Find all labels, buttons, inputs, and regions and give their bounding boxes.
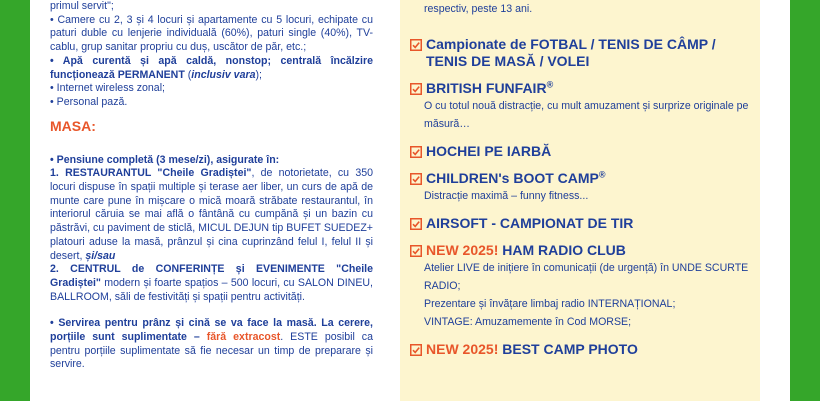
checkbox-icon: [410, 245, 422, 257]
activity-item: [410, 80, 755, 133]
activity-item: [410, 215, 755, 232]
activity-item: [410, 170, 755, 205]
paragraph-servire: • Servirea pentru prânz și cină se va face la masă. La cerere, porțiile sunt suplimentate – fără extracost. ESTE posibil ca pentru porțiile suplimentate să fie necesar un timp de preparare și servire.: [50, 317, 373, 371]
activity-desc: VINTAGE: Amuzamemente în Cod MORSE;: [424, 316, 632, 328]
page: [30, 0, 790, 401]
checkbox-icon: [410, 39, 422, 51]
text-line: respectiv, peste 13 ani.: [424, 3, 533, 15]
paragraph-centru: 2. CENTRUL de CONFERINȚE și EVENIMENTE "Cheile Gradiștei" modern și foarte spațios – 500 locuri, cu SALON DINEU, BALLROOM, săli de festivități și spații pentru activități.: [50, 263, 373, 303]
activity-title: BRITISH FUNFAIR®: [426, 79, 554, 96]
left-column: [50, 0, 373, 372]
text-line: • Personal pază.: [50, 95, 128, 108]
text-line: primul servit";: [50, 0, 114, 12]
activity-item: [410, 341, 755, 358]
activity-title: CHILDREN's BOOT CAMP®: [426, 169, 606, 186]
section-title-masa: MASA:: [50, 117, 96, 134]
checkbox-icon: [410, 218, 422, 230]
checkbox-icon: [410, 83, 422, 95]
activity-desc: O cu totul nouă distracție, cu mult amuzament și surprize originale pe măsură…: [424, 100, 749, 130]
activity-desc: Atelier LIVE de inițiere în comunicații (de urgență) în UNDE SCURTE RADIO;: [424, 262, 749, 292]
text-line: • Camere cu 2, 3 și 4 locuri și apartamente cu 5 locuri, echipate cu paturi duble cu lenjerie individuală (60%), paturi single (40%), TV-cablu, grup sanitar propriu cu duș, uscător de păr, etc.;: [50, 13, 373, 54]
activities-panel: [400, 0, 760, 401]
activity-title: NEW 2025! HAM RADIO CLUB: [426, 242, 626, 258]
activity-desc: Distracție maximă – funny fitness...: [424, 190, 589, 202]
checkbox-icon: [410, 344, 422, 356]
activity-title: AIRSOFT - CAMPIONAT DE TIR: [426, 215, 634, 231]
activity-item: [410, 143, 755, 160]
text-line: • Apă curentă și apă caldă, nonstop; centrală încălzire funcționează PERMANENT (inclusiv vara);: [50, 54, 373, 81]
activity-item: [410, 36, 755, 70]
text-line: • Pensiune completă (3 mese/zi), asigurate în:: [50, 153, 280, 166]
paragraph-restaurant: 1. RESTAURANTUL "Cheile Gradiștei", de notorietate, cu 350 locuri dispuse în spații multiple și terase aer liber, un curs de apă de munte care pune în mișcare o mică moară străbate restaurantul, în interiorul căruia se mai află o fântână cu cumpănă și un bazin cu păstrăvi, cu paviment de sticlă, MICUL DEJUN tip BUFET SUEDEZ+ platouri aduse la masă, prânzul și cina cuprinzând felul I, felul II și desert, și/sau: [50, 167, 373, 262]
activity-item: [410, 242, 755, 331]
activity-title: HOCHEI PE IARBĂ: [426, 143, 552, 159]
checkbox-icon: [410, 146, 422, 158]
text-line: • Internet wireless zonal;: [50, 82, 165, 95]
activity-desc: Prezentare și învățare limbaj radio INTERNAȚIONAL;: [424, 298, 676, 310]
activity-title: Campionate de FOTBAL / TENIS DE CÂMP / TENIS DE MASĂ / VOLEI: [426, 36, 716, 69]
activity-title: NEW 2025! BEST CAMP PHOTO: [426, 341, 638, 357]
checkbox-icon: [410, 173, 422, 185]
